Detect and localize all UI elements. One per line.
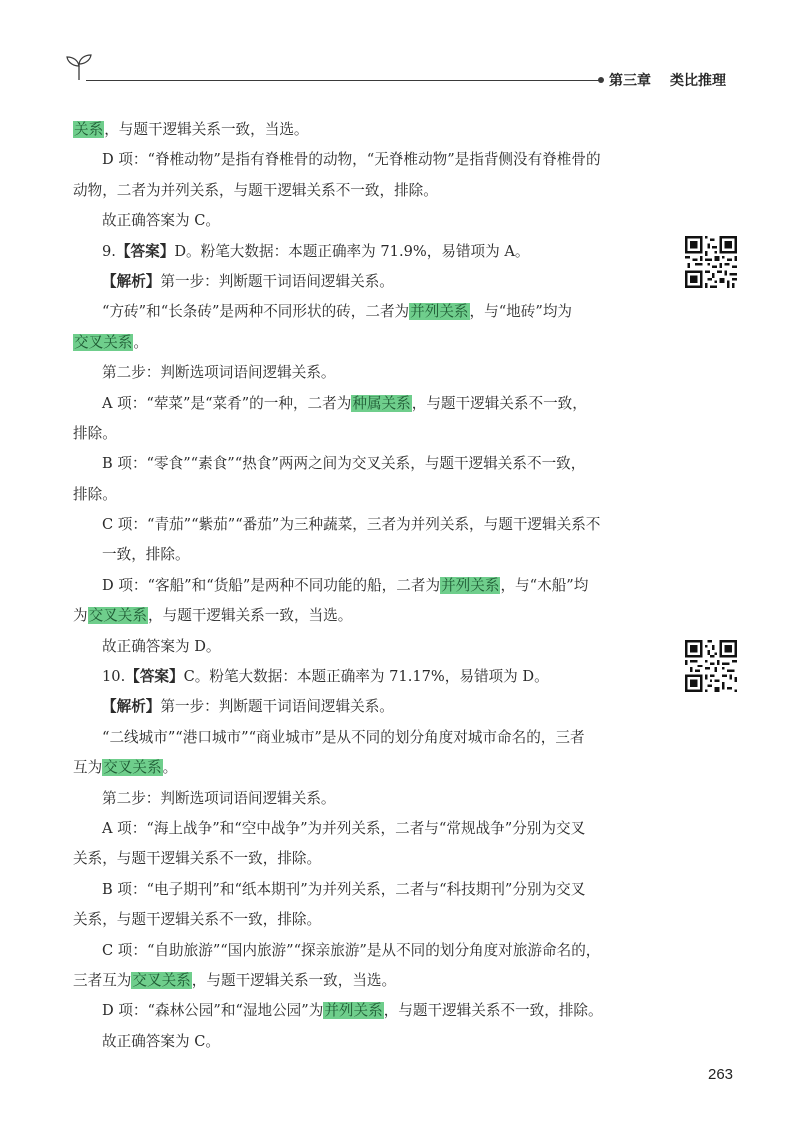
highlight: 种属关系 [352, 394, 411, 412]
q9-option-b: B 项：“零食”“素食”“热食”两两之间为交叉关系，与题干逻辑关系不一致， [102, 455, 586, 473]
leaf-sprout-icon [62, 52, 96, 82]
q10-step2: 第二步：判断选项词语间逻辑关系。 [102, 789, 336, 807]
highlight: 交叉关系 [132, 971, 191, 989]
page-body [73, 115, 673, 1057]
q9-option-d: D 项：“客船”和“货船”是两种不同功能的船，二者为并列关系，与“木船”均 [102, 576, 589, 594]
q10-analysis: 【解析】第一步：判断题干词语间逻辑关系。 [102, 698, 394, 716]
text-line: 关系，与题干逻辑关系不一致，排除。 [73, 911, 322, 929]
chapter-title: 第三章 [609, 73, 651, 89]
qr-code-icon[interactable] [685, 236, 737, 288]
highlight: 并列关系 [324, 1002, 383, 1020]
text-line: 三者互为交叉关系，与题干逻辑关系一致，当选。 [73, 971, 397, 989]
highlight: 交叉关系 [88, 607, 147, 625]
highlight: 并列关系 [410, 303, 469, 321]
q10-answer: 10.【答案】C。粉笔大数据：本题正确率为 71.17%，易错项为 D。 [102, 668, 549, 686]
highlight: 关系 [74, 121, 104, 138]
q10-option-b: B 项：“电子期刊”和“纸本期刊”为并列关系，二者与“科技期刊”分别为交叉 [102, 880, 586, 898]
text-line: 关系，与题干逻辑关系不一致，排除。 [73, 850, 322, 868]
q10-stem-line: 互为交叉关系。 [73, 759, 178, 777]
page-header [0, 0, 800, 100]
q10-conclusion: 故正确答案为 C。 [102, 1032, 220, 1050]
highlight: 并列关系 [441, 576, 500, 594]
conclusion: 故正确答案为 C。 [102, 212, 220, 230]
highlight: 交叉关系 [103, 759, 162, 777]
header-rule [86, 80, 602, 81]
q9-option-a: A 项：“荤菜”是“菜肴”的一种，二者为种属关系，与题干逻辑关系不一致， [102, 394, 587, 412]
option-d-line: D 项：“脊椎动物”是指有脊椎骨的动物，“无脊椎动物”是指背侧没有脊椎骨的 [102, 151, 601, 169]
q9-option-c: C 项：“青茄”“紫茄”“番茄”为三种蔬菜，三者为并列关系，与题干逻辑关系不 [102, 516, 601, 534]
q9-step2: 第二步：判断选项词语间逻辑关系。 [102, 364, 336, 382]
q10-option-c: C 项：“自助旅游”“国内旅游”“探亲旅游”是从不同的划分角度对旅游命名的， [102, 941, 601, 959]
q9-answer: 9.【答案】D。粉笔大数据：本题正确率为 71.9%，易错项为 A。 [102, 242, 530, 260]
q9-stem-line: 交叉关系。 [74, 333, 148, 351]
q9-conclusion: 故正确答案为 D。 [102, 637, 221, 655]
text-line: 排除。 [73, 424, 117, 442]
q10-option-d: D 项：“森林公园”和“湿地公园”为并列关系，与题干逻辑关系不一致，排除。 [102, 1002, 603, 1020]
q9-analysis: 【解析】第一步：判断题干词语间逻辑关系。 [102, 272, 394, 290]
highlight: 交叉关系 [74, 333, 133, 351]
text-line: 排除。 [73, 485, 117, 503]
q10-stem-line: “二线城市”“港口城市”“商业城市”是从不同的划分角度对城市命名的，三者 [102, 728, 585, 746]
qr-code-icon[interactable] [685, 640, 737, 692]
text-line: 为交叉关系，与题干逻辑关系一致，当选。 [73, 607, 353, 625]
section-title: 类比推理 [670, 73, 726, 89]
page-number: 263 [708, 1066, 734, 1083]
text-line: 动物，二者为并列关系，与题干逻辑关系不一致，排除。 [73, 181, 438, 199]
text-line: 一致，排除。 [102, 546, 190, 564]
text-line: 关系，与题干逻辑关系一致，当选。 [74, 121, 309, 138]
header-rule-dot [598, 77, 604, 83]
q9-stem-line: “方砖”和“长条砖”是两种不同形状的砖，二者为并列关系，与“地砖”均为 [102, 303, 573, 321]
q10-option-a: A 项：“海上战争”和“空中战争”为并列关系，二者与“常规战争”分别为交叉 [102, 819, 586, 837]
